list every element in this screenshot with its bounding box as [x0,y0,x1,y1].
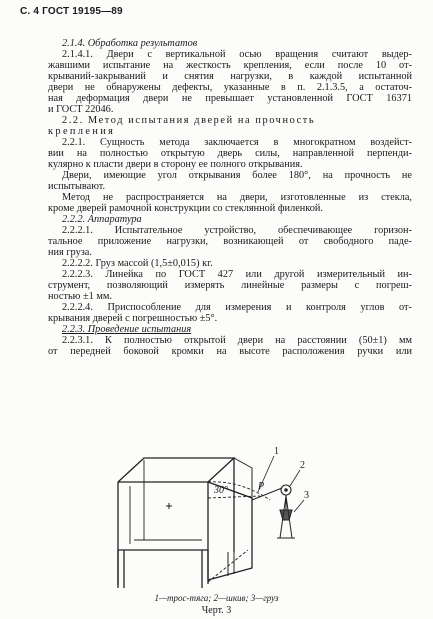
cabinet-front [118,482,208,585]
text-line: кроме дверей рамочной конструкции со стеклянной филенкой. [48,203,323,214]
text-line: Двери, имеющие угол открывания более 180°, на прочность не [62,170,412,181]
force-label: P [258,481,265,492]
text-line: двери не обнаружены дефекты, указанные в п. 2.1.3.5, а остаточ- [48,82,412,93]
callout-3: 3 [304,490,309,501]
cabinet-legs [118,550,208,588]
text-line: струмент, позволяющий измерять линейные размеры с погреш- [48,280,412,291]
text-line: 2.2.2.2. Груз массой (1,5±0,015) кг. [62,258,213,269]
text-line: 2.1.4.1. Двери с вертикальной осью вращения считают выдер- [62,49,412,60]
text-line: крывания дверей с погрешностью ±5°. [48,313,218,324]
text-line: ния груза. [48,247,92,258]
heading-2-2-cont: крепления [48,126,116,137]
text-line: ная деформация двери не превышает установленной ГОСТ 16371 [48,93,412,104]
text-line: крываний-закрываний и снятия нагрузки, в каждой испытанной [48,71,412,82]
text-line: 2.2.2.4. Приспособление для измерения и контроля углов от- [62,302,412,313]
heading-2-2: 2.2. Метод испытания дверей на прочность [62,115,316,126]
heading-2-2-2: 2.2.2. Аппаратура [62,214,142,225]
text-line: и ГОСТ 22046. [48,104,114,115]
text-line: 2.2.3.1. К полностью открытой двери на расстоянии (50±1) мм [62,335,412,346]
callout-1: 1 [274,446,279,457]
weight [280,510,292,520]
text-line: 2.2.2.3. Линейка по ГОСТ 427 или другой измерительный ин- [62,269,412,280]
figure-legend: 1—трос-тяга; 2—шкив; 3—груз [154,593,279,603]
text-line: кулярно к пласти двери в сторону ее полного открывания. [48,159,303,170]
callout-2: 2 [300,460,305,471]
text-line: жавшими испытание на жесткость крепления, если после 10 от- [48,60,412,71]
text-line: вии на полностью открытую дверь силы, направленной перпенди- [48,148,412,159]
text-line: испытывают. [48,181,106,192]
heading-2-1-4: 2.1.4. Обработка результатов [62,38,198,49]
cabinet-top [118,458,234,482]
angle-label: 30° [214,485,228,496]
text-line: 2.2.2.1. Испытательное устройство, обеспечивающее горизон- [62,225,412,236]
text-line: ностью ±1 мм. [48,291,112,302]
text-line: тальное приложение нагрузки, возникающей от свободного паде- [48,236,412,247]
text-line: от передней боковой кромки на высоте расположения ручки или [48,346,412,357]
test-device-drawing [110,440,320,588]
text-line: Метод не распространяется на двери, изготовленные из стекла, [62,192,412,203]
text-line: 2.2.1. Сущность метода заключается в многократном воздейст- [62,137,412,148]
page-header: С. 4 ГОСТ 19195—89 [20,6,123,17]
heading-2-2-3: 2.2.3. Проведение испытания [62,324,192,335]
figure-caption: Черт. 3 [201,605,232,616]
